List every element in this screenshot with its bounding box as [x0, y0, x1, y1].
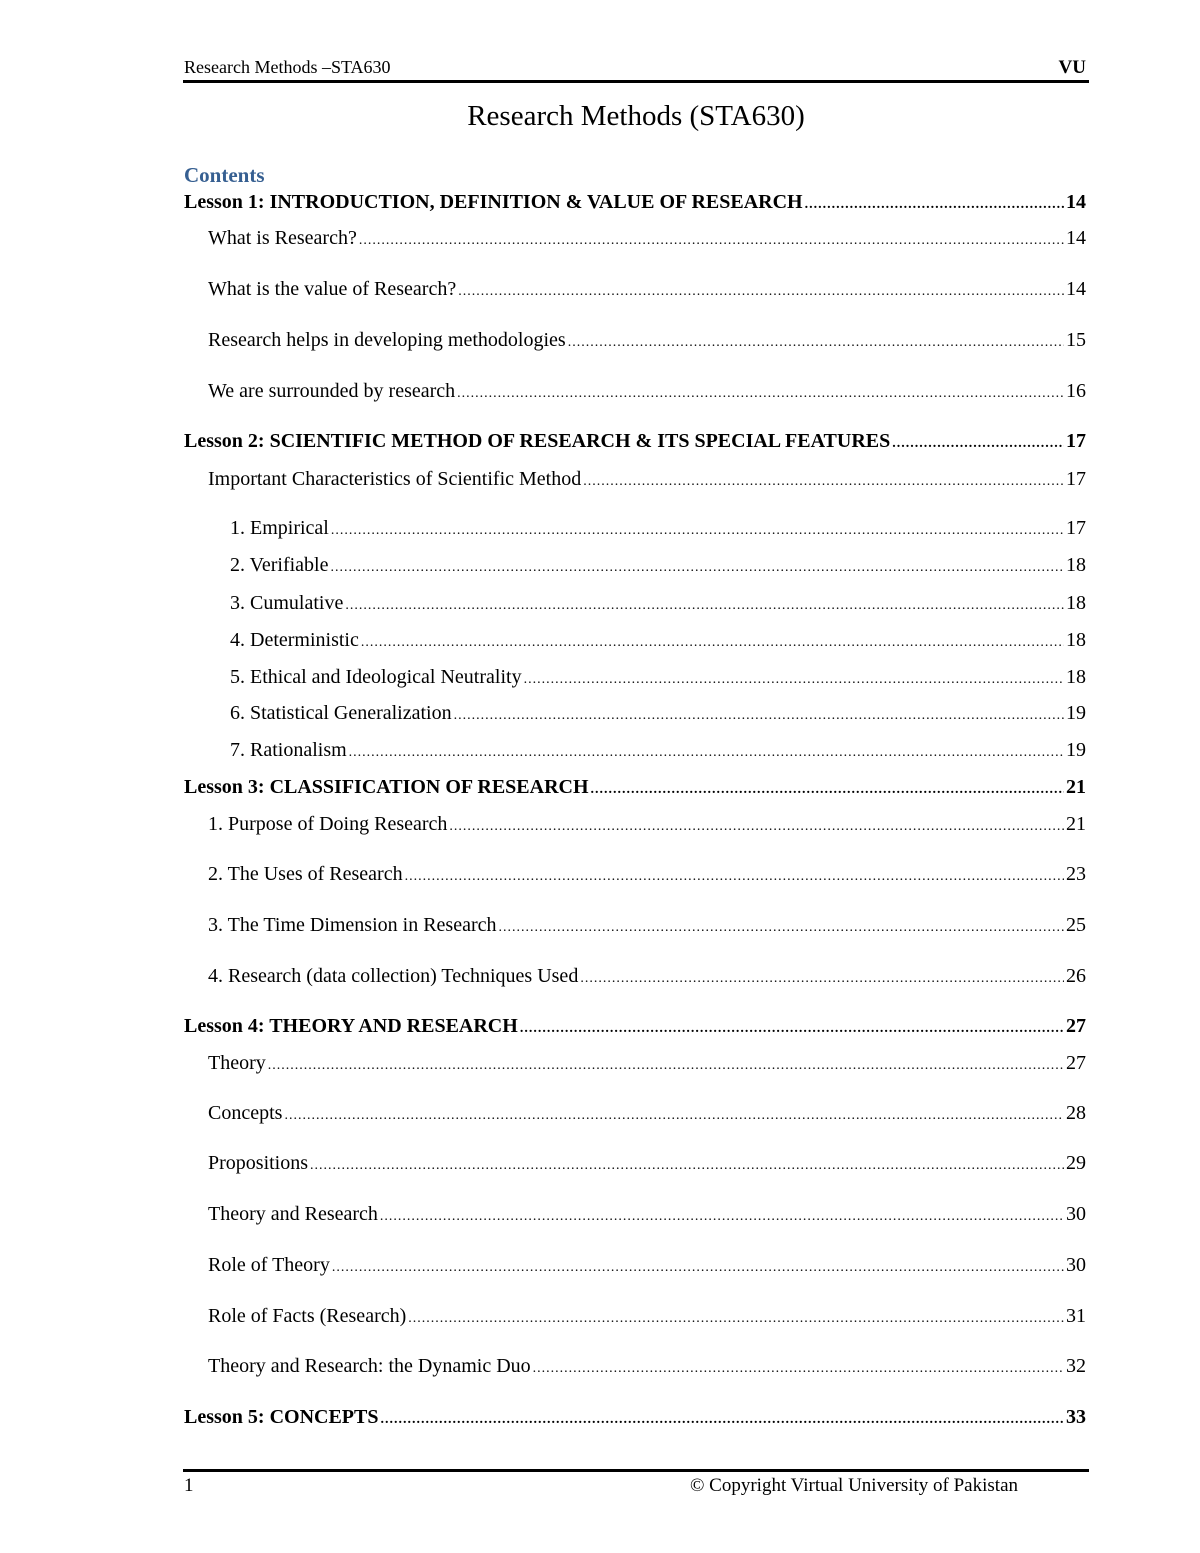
toc-entry-title: We are surrounded by research [208, 380, 456, 402]
dot-leader [568, 327, 1064, 356]
toc-entry-page: 21 [1066, 776, 1086, 798]
toc-entry-page: 30 [1066, 1203, 1086, 1225]
toc-entry-page: 33 [1066, 1406, 1086, 1428]
toc-entry-title: 4. Deterministic [230, 629, 359, 651]
toc-entry-title: 5. Ethical and Ideological Neutrality [230, 666, 522, 688]
toc-entry-title: What is the value of Research? [208, 278, 457, 300]
dot-leader [454, 700, 1064, 729]
toc-lesson-entry[interactable] [184, 428, 1086, 454]
toc-entry-title: Lesson 4: THEORY AND RESEARCH [184, 1015, 518, 1037]
page-number: 1 [184, 1475, 194, 1496]
toc-entry-page: 18 [1066, 592, 1086, 614]
dot-leader [892, 428, 1064, 457]
dot-leader [361, 627, 1064, 656]
toc-entry-page: 14 [1066, 191, 1086, 213]
toc-entry[interactable] [208, 327, 1086, 353]
dot-leader [380, 1404, 1064, 1433]
toc-entry-page: 25 [1066, 914, 1086, 936]
toc-entry[interactable] [230, 700, 1086, 726]
toc-entry-page: 14 [1066, 278, 1086, 300]
toc-entry-page: 17 [1066, 468, 1086, 490]
toc-entry-title: Role of Theory [208, 1254, 330, 1276]
toc-entry-title: Research helps in developing methodologies [208, 329, 566, 351]
dot-leader [458, 276, 1064, 305]
toc-entry-page: 18 [1066, 554, 1086, 576]
toc-entry[interactable] [230, 627, 1086, 653]
toc-entry-title: Theory and Research [208, 1203, 378, 1225]
toc-entry-title: Lesson 2: SCIENTIFIC METHOD OF RESEARCH & ITS SPECIAL FEATURES [184, 430, 891, 452]
toc-entry[interactable] [208, 963, 1086, 989]
toc-entry-title: 1. Empirical [230, 517, 329, 539]
dot-leader [310, 1150, 1064, 1179]
dot-leader [524, 664, 1064, 693]
toc-lesson-entry[interactable] [184, 774, 1086, 800]
toc-entry-title: 6. Statistical Generalization [230, 702, 452, 724]
toc-entry[interactable] [208, 225, 1086, 251]
toc-entry-title: Concepts [208, 1102, 283, 1124]
toc-entry-title: What is Research? [208, 227, 357, 249]
toc-entry-page: 26 [1066, 965, 1086, 987]
toc-entry[interactable] [208, 1100, 1086, 1126]
toc-entry-page: 18 [1066, 629, 1086, 651]
dot-leader [805, 189, 1064, 218]
toc-lesson-entry[interactable] [184, 1404, 1086, 1430]
dot-leader [332, 1252, 1064, 1281]
toc-entry-title: 2. Verifiable [230, 554, 329, 576]
toc-entry[interactable] [208, 276, 1086, 302]
toc-entry[interactable] [230, 590, 1086, 616]
toc-entry[interactable] [208, 1353, 1086, 1379]
toc-entry[interactable] [208, 1252, 1086, 1278]
toc-entry-page: 19 [1066, 702, 1086, 724]
dot-leader [268, 1050, 1064, 1079]
dot-leader [331, 552, 1065, 581]
dot-leader [520, 1013, 1064, 1042]
dot-leader [349, 737, 1064, 766]
toc-entry[interactable] [208, 1201, 1086, 1227]
toc-entry[interactable] [208, 466, 1086, 492]
toc-entry-title: 1. Purpose of Doing Research [208, 813, 448, 835]
toc-entry-page: 14 [1066, 227, 1086, 249]
toc-entry[interactable] [208, 1303, 1086, 1329]
copyright-notice: © Copyright Virtual University of Pakistan [690, 1475, 1019, 1496]
toc-entry-title: Propositions [208, 1152, 309, 1174]
toc-entry-title: 3. The Time Dimension in Research [208, 914, 497, 936]
toc-entry-title: Lesson 5: CONCEPTS [184, 1406, 379, 1428]
toc-entry[interactable] [208, 811, 1086, 837]
running-header-vu: VU [1058, 57, 1086, 78]
dot-leader [331, 515, 1064, 544]
dot-leader [359, 225, 1064, 254]
toc-entry-page: 27 [1066, 1052, 1086, 1074]
toc-entry-page: 19 [1066, 739, 1086, 761]
toc-lesson-entry[interactable] [184, 189, 1086, 215]
running-header-title: Research Methods –STA630 [184, 57, 391, 77]
dot-leader [345, 590, 1064, 619]
toc-entry[interactable] [208, 378, 1086, 404]
toc-entry-page: 23 [1066, 863, 1086, 885]
toc-entry[interactable] [230, 664, 1086, 690]
toc-entry-title: Theory and Research: the Dynamic Duo [208, 1355, 531, 1377]
dot-leader [533, 1353, 1064, 1382]
document-title: Research Methods (STA630) [467, 100, 805, 132]
toc-entry-page: 18 [1066, 666, 1086, 688]
toc-entry-page: 27 [1066, 1015, 1086, 1037]
dot-leader [405, 861, 1064, 890]
toc-entry-page: 32 [1066, 1355, 1086, 1377]
toc-entry-title: Lesson 1: INTRODUCTION, DEFINITION & VALUE OF RESEARCH [184, 191, 803, 213]
toc-entry-page: 28 [1066, 1102, 1086, 1124]
toc-entry-title: Important Characteristics of Scientific Method [208, 468, 582, 490]
toc-entry[interactable] [230, 515, 1086, 541]
toc-entry-page: 15 [1066, 329, 1086, 351]
toc-entry[interactable] [208, 1150, 1086, 1176]
toc-entry[interactable] [208, 861, 1086, 887]
toc-entry-title: Lesson 3: CLASSIFICATION OF RESEARCH [184, 776, 589, 798]
footer-rule [183, 1469, 1089, 1472]
toc-entry-page: 29 [1066, 1152, 1086, 1174]
toc-entry-page: 16 [1066, 380, 1086, 402]
toc-entry-title: 3. Cumulative [230, 592, 344, 614]
dot-leader [499, 912, 1065, 941]
toc-entry-title: Role of Facts (Research) [208, 1305, 407, 1327]
toc-lesson-entry[interactable] [184, 1013, 1086, 1039]
dot-leader [457, 378, 1064, 407]
toc-entry[interactable] [230, 737, 1086, 763]
dot-leader [591, 774, 1064, 803]
toc-entry-title: 4. Research (data collection) Techniques Used [208, 965, 579, 987]
toc-entry[interactable] [208, 912, 1086, 938]
toc-entry-page: 31 [1066, 1305, 1086, 1327]
contents-heading: Contents [184, 163, 265, 187]
toc-entry-title: 2. The Uses of Research [208, 863, 403, 885]
dot-leader [408, 1303, 1064, 1332]
dot-leader [380, 1201, 1064, 1230]
dot-leader [583, 466, 1064, 495]
dot-leader [449, 811, 1064, 840]
toc-entry-page: 30 [1066, 1254, 1086, 1276]
toc-entry-page: 17 [1066, 517, 1086, 539]
dot-leader [580, 963, 1064, 992]
toc-entry[interactable] [230, 552, 1086, 578]
toc-entry-title: Theory [208, 1052, 266, 1074]
dot-leader [284, 1100, 1064, 1129]
header-rule [183, 80, 1089, 83]
toc-entry-page: 21 [1066, 813, 1086, 835]
toc-entry-page: 17 [1066, 430, 1086, 452]
toc-entry[interactable] [208, 1050, 1086, 1076]
toc-entry-title: 7. Rationalism [230, 739, 347, 761]
